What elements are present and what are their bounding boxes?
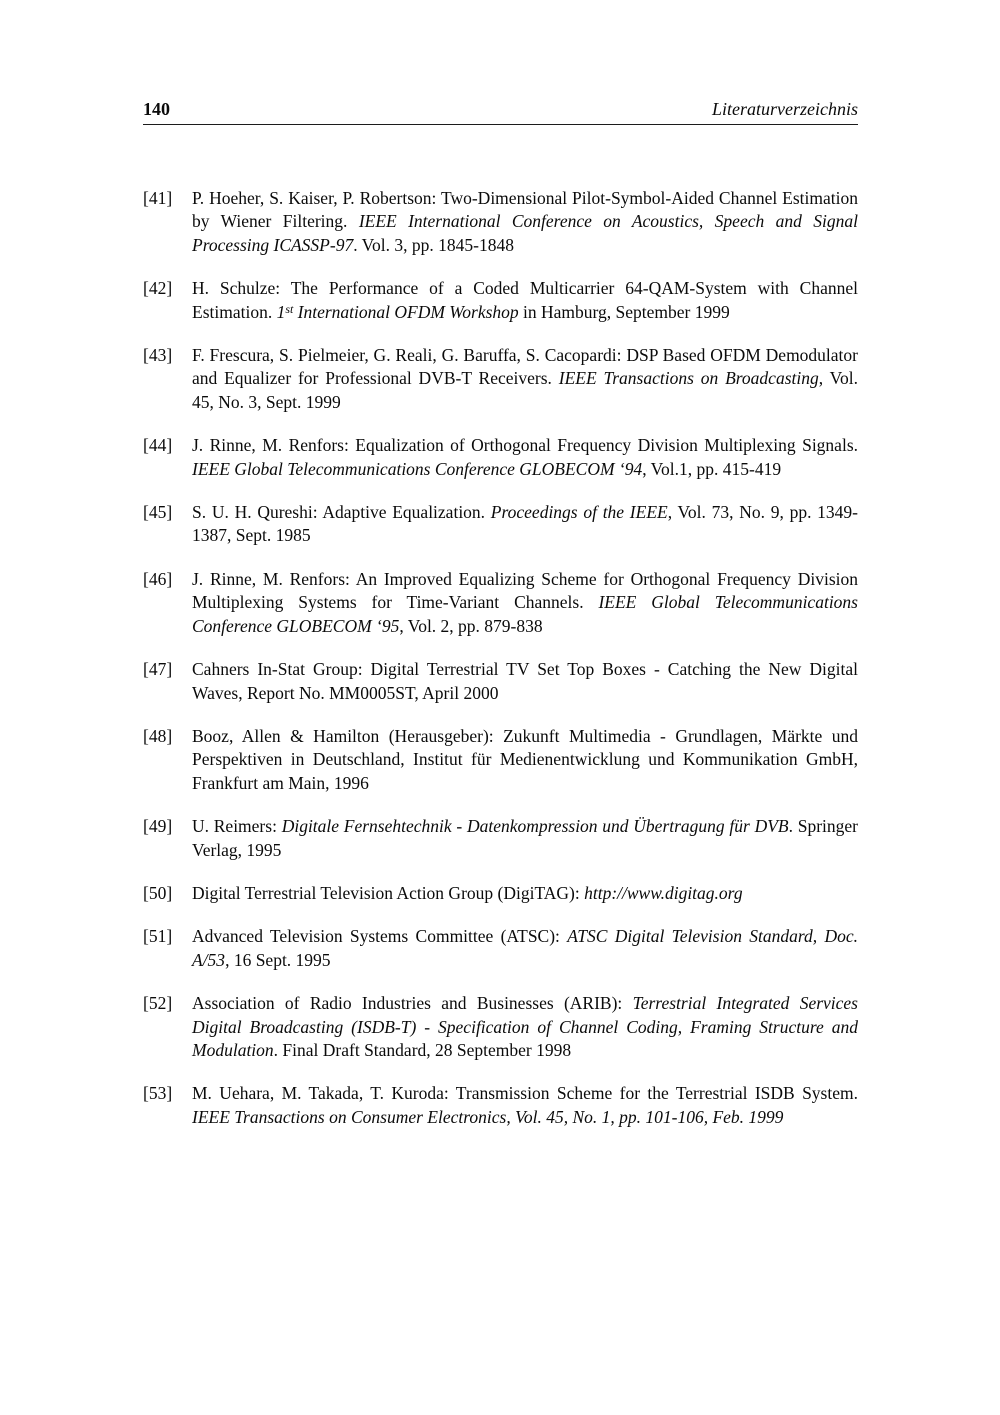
reference-label: [50] — [143, 882, 173, 903]
reference-item — [143, 187, 858, 257]
reference-text: Booz, Allen & Hamilton (Herausgeber): Zukunft Multimedia - Grundlagen, Märkte und Perspektiven in Deutschland, Institut für Medienentwicklung und Kommunikation GmbH, Frankfurt am Main, 1996 — [192, 725, 858, 793]
reference-label: [47] — [143, 659, 173, 680]
reference-text: Advanced Television Systems Committee (ATSC): ATSC Digital Television Standard, Doc. A/53, 16 Sept. 1995 — [192, 926, 858, 970]
reference-item — [143, 882, 858, 905]
reference-text: H. Schulze: The Performance of a Coded Multicarrier 64-QAM-System with Channel Estimation. 1st International OFDM Workshop in Hamburg, September 1999 — [192, 278, 858, 322]
reference-label: [41] — [143, 188, 173, 208]
page-header — [143, 99, 858, 125]
reference-label: [53] — [143, 1083, 173, 1104]
reference-label: [46] — [143, 568, 173, 589]
reference-item — [143, 1082, 858, 1129]
reference-item — [143, 344, 858, 414]
reference-text: J. Rinne, M. Renfors: An Improved Equalizing Scheme for Orthogonal Frequency Division Multiplexing Systems for Time-Variant Channels. IEEE Global Telecommunications Conference GLOBECOM ‘95, Vol. 2, pp. 879-838 — [192, 568, 858, 636]
page-number: 140 — [143, 99, 170, 119]
reference-label: [43] — [143, 345, 173, 366]
reference-text: Association of Radio Industries and Businesses (ARIB): Terrestrial Integrated Services Digital Broadcasting (ISDB-T) - Specification of Channel Coding, Framing Structure and Modulation. Final Draft Standard, 28 September 1998 — [192, 993, 858, 1060]
reference-item — [143, 568, 858, 638]
reference-item — [143, 277, 858, 324]
reference-text: Cahners In-Stat Group: Digital Terrestrial TV Set Top Boxes - Catching the New Digital Waves, Report No. MM0005ST, April 2000 — [192, 659, 858, 703]
reference-item — [143, 725, 858, 795]
reference-text: U. Reimers: Digitale Fernsehtechnik - Datenkompression und Übertragung für DVB. Springer Verlag, 1995 — [192, 816, 858, 860]
reference-item — [143, 815, 858, 862]
reference-list — [143, 187, 858, 1149]
reference-label: [45] — [143, 502, 173, 523]
reference-label: [48] — [143, 725, 173, 746]
reference-text: F. Frescura, S. Pielmeier, G. Reali, G. Baruffa, S. Cacopardi: DSP Based OFDM Demodulator and Equalizer for Professional DVB-T Receivers. IEEE Transactions on Broadcasting, Vol. 45, No. 3, Sept. 1999 — [192, 345, 858, 412]
reference-item — [143, 925, 858, 972]
reference-item — [143, 658, 858, 705]
reference-item — [143, 501, 858, 548]
reference-label: [49] — [143, 816, 173, 837]
reference-label: [52] — [143, 993, 173, 1014]
page-header-title: Literaturverzeichnis — [712, 99, 858, 119]
reference-label: [42] — [143, 278, 173, 299]
reference-label: [44] — [143, 435, 173, 456]
reference-label: [51] — [143, 926, 173, 947]
reference-text: S. U. H. Qureshi: Adaptive Equalization. Proceedings of the IEEE, Vol. 73, No. 9, pp. 1349-1387, Sept. 1985 — [192, 502, 858, 546]
reference-text: J. Rinne, M. Renfors: Equalization of Orthogonal Frequency Division Multiplexing Signals. IEEE Global Telecommunications Conference GLOBECOM ‘94, Vol.1, pp. 415-419 — [192, 435, 858, 479]
reference-text: M. Uehara, M. Takada, T. Kuroda: Transmission Scheme for the Terrestrial ISDB System. IEEE Transactions on Consumer Electronics, Vol. 45, No. 1, pp. 101-106, Feb. 1999 — [192, 1083, 858, 1127]
reference-text: P. Hoeher, S. Kaiser, P. Robertson: Two-Dimensional Pilot-Symbol-Aided Channel Estimation by Wiener Filtering. IEEE International Conference on Acoustics, Speech and Signal Processing ICASSP-97. Vol. 3, pp. 1845-1848 — [192, 188, 858, 255]
reference-item — [143, 434, 858, 481]
reference-text: Digital Terrestrial Television Action Group (DigiTAG): http://www.digitag.org — [192, 882, 743, 903]
reference-item — [143, 992, 858, 1062]
